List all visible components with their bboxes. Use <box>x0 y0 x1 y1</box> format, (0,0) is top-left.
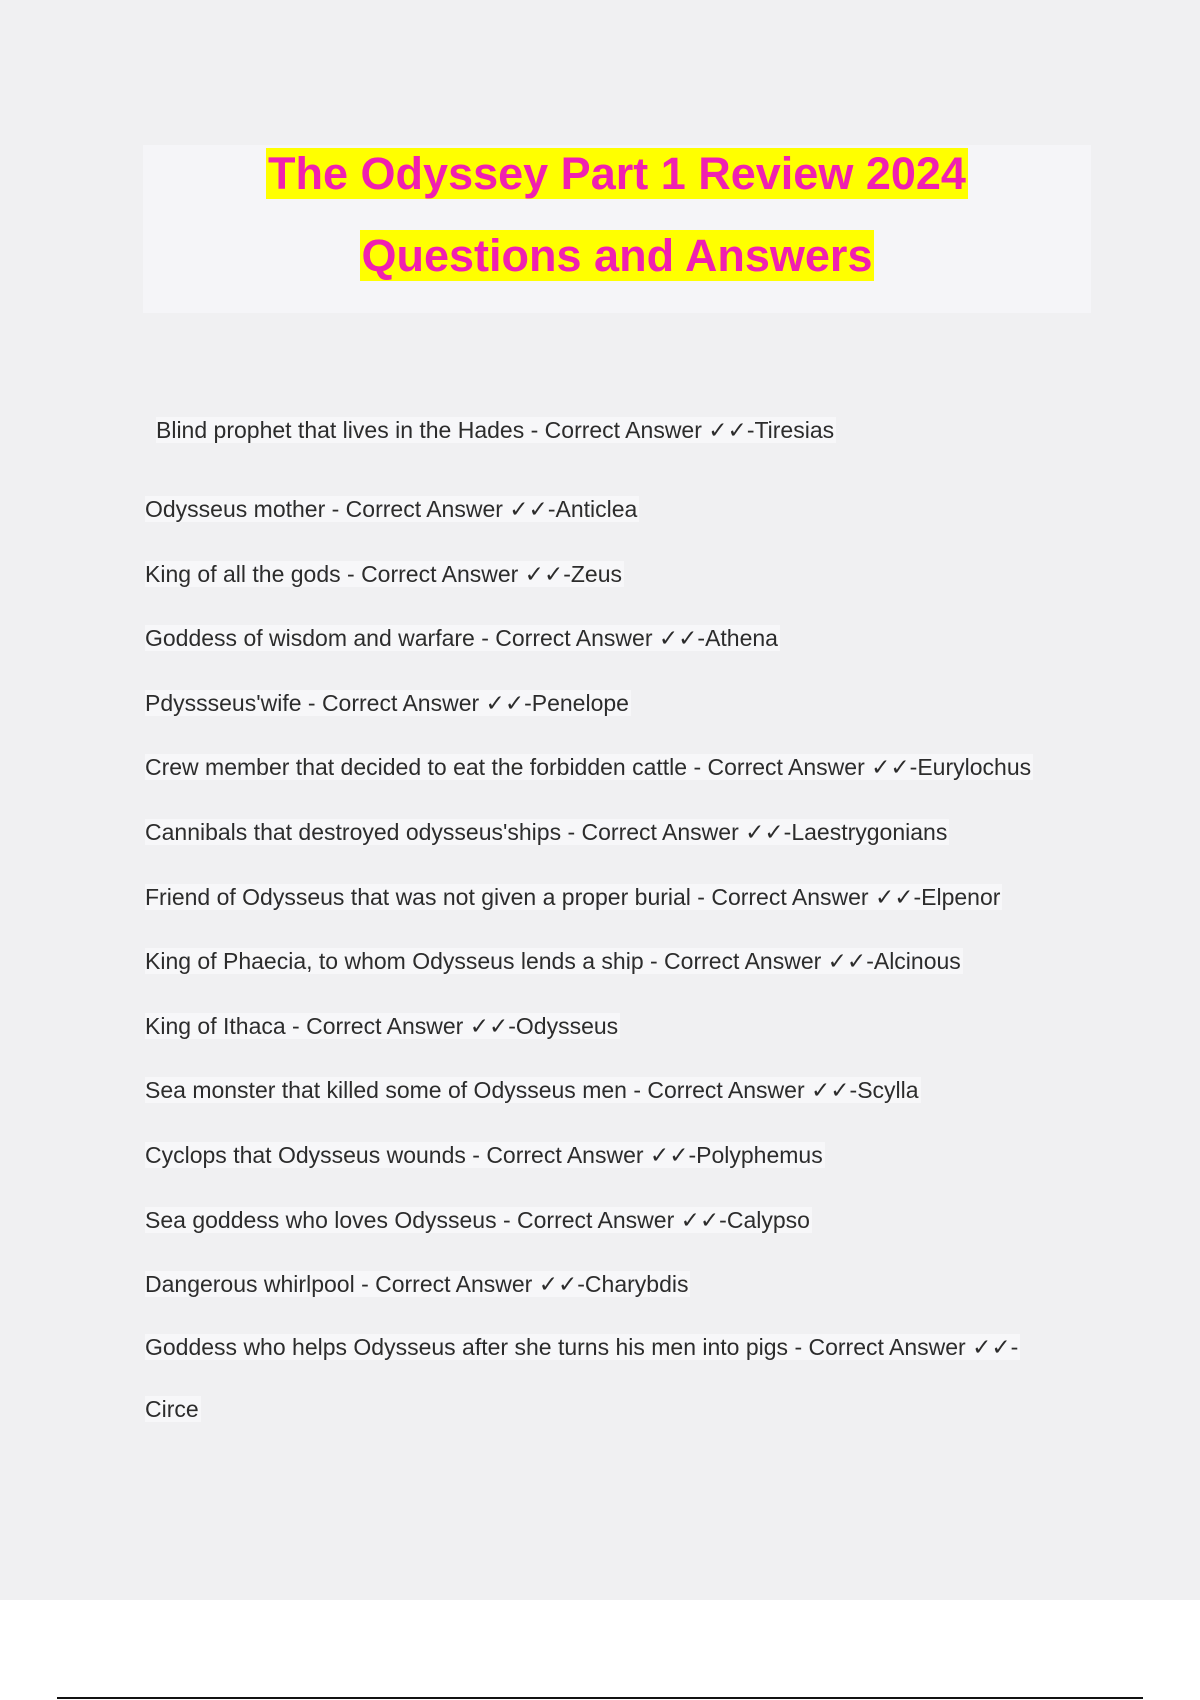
list-item-text: Goddess who helps Odysseus after she turns his men into pigs - Correct Answer ✓✓- <box>145 1334 1019 1360</box>
footer-divider <box>57 1697 1143 1699</box>
list-item-text: Friend of Odysseus that was not given a proper burial - Correct Answer ✓✓-Elpenor <box>145 884 1001 910</box>
list-item-text: Sea monster that killed some of Odysseus men - Correct Answer ✓✓-Scylla <box>145 1077 919 1103</box>
title-line-2 <box>143 227 1091 285</box>
title-text-1: The Odyssey Part 1 Review 2024 <box>268 148 966 199</box>
list-item <box>156 415 836 445</box>
list-item <box>145 1140 825 1170</box>
list-item-text: Crew member that decided to eat the forbidden cattle - Correct Answer ✓✓-Eurylochus <box>145 754 1032 780</box>
list-item-text: Cannibals that destroyed odysseus'ships - Correct Answer ✓✓-Laestrygonians <box>145 819 948 845</box>
title-line-1 <box>143 145 1091 203</box>
list-item <box>145 752 1033 782</box>
list-item-text: Goddess of wisdom and warfare - Correct Answer ✓✓-Athena <box>145 625 778 651</box>
list-item-text: Sea goddess who loves Odysseus - Correct Answer ✓✓-Calypso <box>145 1207 810 1233</box>
list-item-text: Dangerous whirlpool - Correct Answer ✓✓-Charybdis <box>145 1271 689 1297</box>
list-item-text: Pdyssseus'wife - Correct Answer ✓✓-Penelope <box>145 690 629 716</box>
list-item <box>145 623 780 653</box>
list-item <box>145 1332 1020 1362</box>
list-item <box>145 882 1002 912</box>
list-item <box>145 494 639 524</box>
list-item-text: Odysseus mother - Correct Answer ✓✓-Anticlea <box>145 496 638 522</box>
list-item <box>145 946 963 976</box>
title-block <box>143 145 1091 313</box>
list-item-text: King of Phaecia, to whom Odysseus lends a ship - Correct Answer ✓✓-Alcinous <box>145 948 961 974</box>
list-item-continuation <box>145 1394 201 1424</box>
list-item-text: King of Ithaca - Correct Answer ✓✓-Odysseus <box>145 1013 619 1039</box>
list-item <box>145 1269 690 1299</box>
title-text-2: Questions and Answers <box>361 230 873 281</box>
list-item-text: Circe <box>145 1396 199 1422</box>
list-item <box>145 1075 921 1105</box>
list-item <box>145 688 631 718</box>
list-item-text: King of all the gods - Correct Answer ✓✓-Zeus <box>145 561 623 587</box>
list-item <box>145 1205 812 1235</box>
list-item <box>145 817 949 847</box>
list-item <box>145 1011 620 1041</box>
list-item-text: Blind prophet that lives in the Hades - Correct Answer ✓✓-Tiresias <box>156 417 835 443</box>
list-item <box>145 559 624 589</box>
list-item-text: Cyclops that Odysseus wounds - Correct Answer ✓✓-Polyphemus <box>145 1142 823 1168</box>
